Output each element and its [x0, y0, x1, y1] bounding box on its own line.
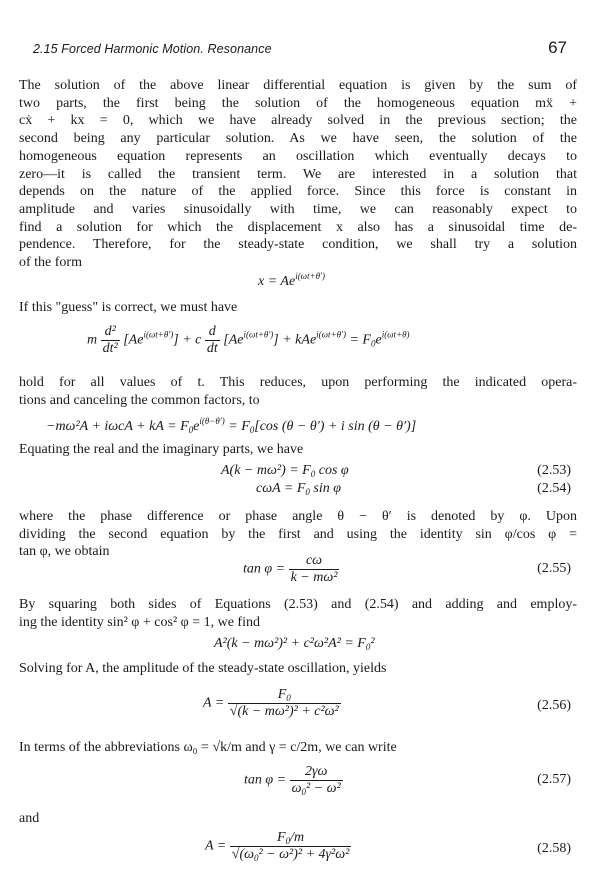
equation-2-54: $c\omega A = F_0$ sin φ [256, 481, 341, 497]
equation-squared: $A^2(k - m\omega^2)^2 + c^2\omega^2A^2 = F_0^2$ [214, 636, 375, 652]
text-line: where the phase difference or phase angle θ − θ′ is denoted by φ. Upon [19, 509, 577, 524]
paragraph-equating: Equating the real and the imaginary parts, we have [19, 442, 304, 457]
equation-number-2-54: (2.54) [537, 481, 571, 496]
equation-number-2-53: (2.53) [537, 463, 571, 478]
text-line: tions and canceling the common factors, to [19, 392, 260, 408]
text-line: ing the identity sin² φ + cos² φ = 1, we find [19, 614, 260, 630]
equation-2-58: A = $\frac{F_0/m}{√(\omega_0^2 - \omega^2)^2 + 4\gamma^2\omega^2}$ [205, 830, 350, 863]
text-line: homogeneous equation represents an oscillation which eventually decays to [19, 148, 577, 164]
paragraph-intro [19, 77, 577, 272]
paragraph-squaring [19, 596, 577, 631]
text-line: find a solution for which the displacement x also has a sinusoidal time de- [19, 219, 577, 235]
equation-2-55: tan φ = $\frac{c\omega}{\text{k − mω²}}$ [243, 553, 338, 585]
paragraph-and: and [19, 811, 40, 826]
text-line: cẋ + kx = 0, which we have already solved in the previous section; the [19, 113, 577, 129]
equation-number-2-55: (2.55) [537, 561, 571, 576]
text-line: second being any particular solution. As we have seen, the solution of the [19, 131, 577, 147]
text-line: zero—it is called the transient term. We are interested in a solution that [19, 166, 577, 182]
equation-2-56: A = $\frac{F_0}{\text{√(k − mω²)² + c²ω²}}$ [203, 687, 339, 719]
equation-substituted: m $\frac{\text{d²}}{\text{dt²}}$ $[Ae^{i(\omega t+\theta')}] + c$ $\frac{d}{dt}$ $[Ae^{i(\omega t+\theta')}] + kAe^{i(\omega t+\theta')} = F_0e^{i(\omega t+\theta)}$ [87, 324, 410, 356]
running-head: 2.15 Forced Harmonic Motion. Resonance [33, 42, 272, 56]
text-line: hold for all values of t. This reduces, upon performing the indicated opera- [19, 375, 577, 390]
text-line: depends on the nature of the applied force. Since this force is constant in [19, 184, 577, 200]
equation-reduced: −mω²A + iωcA + kA = $F_0e^{i(\theta-\theta')} = F_0[\cos$ (θ − θ′) + i sin (θ − θ′)] [46, 416, 417, 435]
text-line: two parts, the first being the solution of the homogeneous equation mẍ + [19, 95, 577, 111]
text-line: The solution of the above linear differential equation is given by the sum of [19, 78, 577, 93]
equation-number-2-56: (2.56) [537, 698, 571, 713]
text-line: pendence. Therefore, for the steady-state condition, we shall try a solution [19, 237, 577, 253]
paragraph-solving: Solving for A, the amplitude of the steady-state oscillation, yields [19, 661, 387, 676]
text-line: of the form [19, 255, 82, 271]
text-line: dividing the second equation by the first and using the identity sin φ/cos φ = [19, 526, 577, 542]
text-line: tan φ, we obtain [19, 544, 110, 560]
equation-number-2-57: (2.57) [537, 772, 571, 787]
text-line: amplitude and varies sinusoidally with time, we can reasonably expect to [19, 201, 577, 217]
equation-2-57: tan φ = $\frac{2\gamma\omega}{\omega_0^2 - \omega^2}$ [244, 764, 341, 797]
page-header [33, 38, 567, 62]
paragraph-abbreviations: In terms of the abbreviations ω₀ = √k/m and γ = c/2m, we can write [19, 740, 397, 755]
page-number: 67 [548, 38, 567, 57]
equation-number-2-58: (2.58) [537, 841, 571, 856]
text-line: By squaring both sides of Equations (2.53) and (2.54) and adding and employ- [19, 597, 577, 612]
equation-2-53: $A(k - m\omega^2) = F_0$ cos φ [221, 463, 349, 479]
paragraph-guess: If this "guess" is correct, we must have [19, 300, 238, 315]
paragraph-hold [19, 374, 577, 409]
equation-trial-solution: $x = Ae^{i(\omega t+\theta')}$ [258, 271, 325, 289]
